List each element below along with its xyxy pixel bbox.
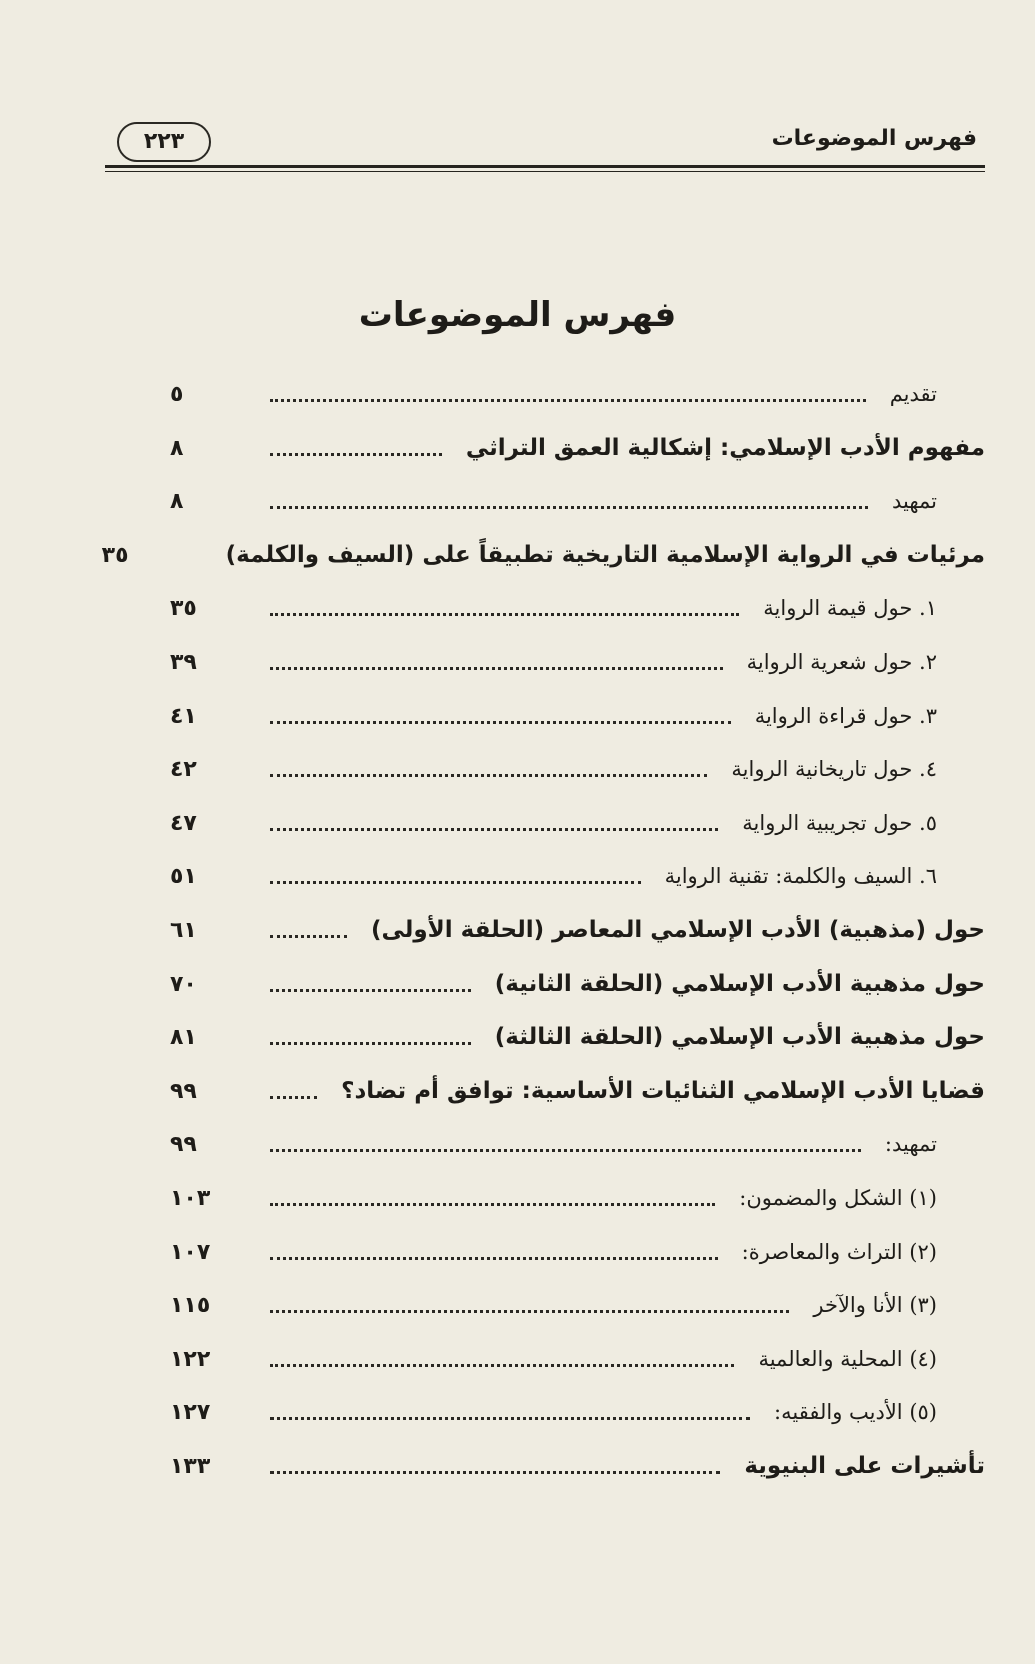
toc-entry-title: (٣) الأنا والآخر [813,1293,937,1317]
toc-entry [170,1337,985,1381]
toc-entry-title: تمهيد: [884,1132,937,1156]
toc-entry-title: ٤. حول تاريخانية الرواية [731,757,937,781]
toc-entry-page: ٣٥ [101,542,129,568]
dot-leader [270,1096,317,1099]
toc-entry-page: ٣٥ [170,595,197,621]
toc-entry-title: حول (مذهبية) الأدب الإسلامي المعاصر (الحلقة الأولى) [370,917,985,943]
toc-entry [170,1390,985,1434]
toc-entry-title: حول مذهبية الأدب الإسلامي (الحلقة الثانية) [494,971,985,997]
dot-leader [270,1364,734,1367]
page-title: فهرس الموضوعات [358,295,677,335]
toc-entry-title: ٣. حول قراءة الرواية [754,704,937,728]
toc-entry-title: مفهوم الأدب الإسلامي: إشكالية العمق التراثي [465,435,985,461]
toc-entry-title: تأشيرات على البنيوية [744,1453,985,1479]
toc-entry-page: ١٠٣ [170,1185,211,1211]
dot-leader [270,989,471,992]
dot-leader [270,774,707,777]
toc-entry-page: ٣٩ [170,649,197,675]
dot-leader [270,1417,750,1420]
running-title: فهرس الموضوعات [771,126,977,151]
toc-entry [170,586,985,630]
toc-entry-page: ٦١ [170,917,197,943]
toc-entry [170,640,985,684]
toc-entry-page: ٥ [170,381,184,407]
toc-entry [170,694,985,738]
dot-leader [270,1149,861,1152]
toc-entry-page: ١٢٧ [170,1399,211,1425]
dot-leader [270,828,718,831]
toc-entry-title: (١) الشكل والمضمون: [739,1186,937,1210]
toc-entry-title: (٤) المحلية والعالمية [758,1347,937,1371]
toc-entry-page: ٤١ [170,703,197,729]
toc-entry-page: ٨ [170,488,184,514]
toc-entry [170,854,985,898]
toc-entry-title: مرئيات في الرواية الإسلامية التاريخية تطبيقاً على (السيف والكلمة) [225,542,985,568]
page-number: ٢٢٣ [117,122,211,162]
dot-leader [270,721,731,724]
dot-leader [270,935,347,938]
toc-entry [170,1069,985,1113]
dot-leader [270,613,739,616]
toc-entry [170,801,985,845]
toc-entry [170,372,985,416]
dot-leader [270,667,723,670]
toc-entry [170,1176,985,1220]
toc-entry [170,1444,985,1488]
dot-leader [270,881,641,884]
toc-entry-title: ٥. حول تجريبية الرواية [742,811,937,835]
toc-entry [170,1283,985,1327]
toc-entry-title: قضايا الأدب الإسلامي الثنائيات الأساسية: توافق أم تضاد؟ [341,1078,985,1104]
toc-entry-title: حول مذهبية الأدب الإسلامي (الحلقة الثالثة) [494,1024,985,1050]
toc-entry [170,426,985,470]
toc-entry-title: ١. حول قيمة الرواية [763,596,937,620]
dot-leader [270,453,442,456]
dot-leader [270,1257,718,1260]
dot-leader [270,506,868,509]
toc-entry-page: ١٢٢ [170,1346,211,1372]
toc-entry [170,1015,985,1059]
toc-entry-title: تمهيد [891,489,937,513]
toc-entry [170,962,985,1006]
dot-leader [270,1042,471,1045]
toc-entry-title: ٦. السيف والكلمة: تقنية الرواية [664,864,937,888]
toc-entry-title: (٢) التراث والمعاصرة: [741,1240,937,1264]
toc-entry [170,747,985,791]
toc-entry-page: ١٠٧ [170,1239,211,1265]
toc-entry-page: ٥١ [170,863,197,889]
toc-entry-page: ٤٢ [170,756,197,782]
dot-leader [270,1471,720,1474]
toc-entry [170,1122,985,1166]
toc-entry-title: (٥) الأديب والفقيه: [774,1400,937,1424]
toc-entry-title: تقديم [889,382,937,406]
toc-entry [170,1230,985,1274]
toc-entry-page: ٨١ [170,1024,197,1050]
toc-entry-page: ٩٩ [170,1078,197,1104]
toc-entry [101,533,985,577]
toc-entry [170,479,985,523]
toc-entry-page: ١١٥ [170,1292,211,1318]
toc-entry-page: ٤٧ [170,810,197,836]
toc-entry-page: ٧٠ [170,971,197,997]
toc-entry-page: ٩٩ [170,1131,197,1157]
dot-leader [270,1203,715,1206]
dot-leader [270,1310,789,1313]
toc-entry [170,908,985,952]
dot-leader [270,399,866,402]
toc-entry-title: ٢. حول شعرية الرواية [746,650,937,674]
toc-entry-page: ١٣٣ [170,1453,211,1479]
toc-entry-page: ٨ [170,435,184,461]
